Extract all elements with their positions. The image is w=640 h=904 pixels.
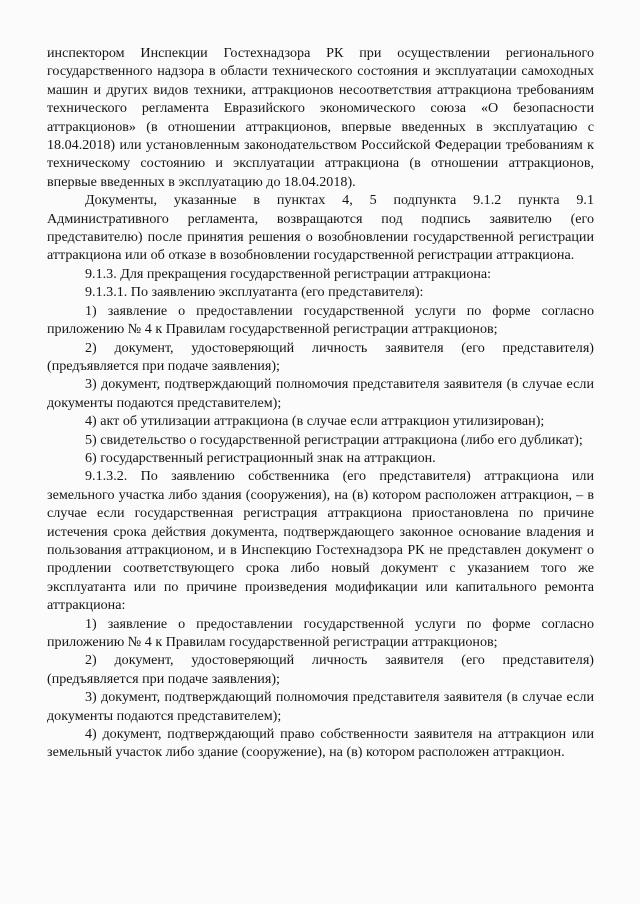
list-item-registration-certificate: 5) свидетельство о государственной регистрации аттракциона (либо его дубликат); (85, 431, 583, 448)
paragraph-section-9-1-3-2: 9.1.3.2. По заявлению собственника (его представителя) аттракциона или земельного участка либо здания (сооружения), на (в) котором расположен аттракцион, – в случае если государственная регистрация аттракциона приостановлена по причине истечения срока действия документа, подтверждающего законное основание владения и пользования аттракционом, и в Инспекцию Гостехнадзора РК не представлен документ о продлении соответствующего срока либо новый документ с указанием того же эксплуатанта или по причине произведения модификации или капитального ремонта аттракциона: (47, 468, 594, 614)
list-item-representative-authority: 3) документ, подтверждающий полномочия представителя заявителя (в случае если документы подаются представителем); (47, 376, 594, 411)
list-item-representative-authority-2: 3) документ, подтверждающий полномочия представителя заявителя (в случае если документы подаются представителем); (47, 689, 594, 724)
list-item-ownership-document: 4) документ, подтверждающий право собственности заявителя на аттракцион или земельный участок либо здание (сооружение), на (в) котором расположен аттракцион. (47, 726, 594, 761)
list-item-identity-document-2: 2) документ, удостоверяющий личность заявителя (его представителя) (предъявляется при подаче заявления); (47, 652, 594, 687)
list-item-registration-plate: 6) государственный регистрационный знак на аттракцион. (85, 449, 436, 466)
list-item-application-form: 1) заявление о предоставлении государственной услуги по форме согласно приложению № 4 к Правилам государственной регистрации аттракционов; (47, 302, 594, 338)
list-item-application-form-2: 1) заявление о предоставлении государственной услуги по форме согласно приложению № 4 к Правилам государственной регистрации аттракционов; (47, 615, 594, 650)
paragraph-documents-returned: Документы, указанные в пунктах 4, 5 подпункта 9.1.2 пункта 9.1 Административного регламента, возвращаются под подпись заявителю (его представителю) после принятия решения о возобновлении государственной регистрации аттракциона или об отказе в возобновлении государственной регистрации аттракциона. (47, 192, 594, 264)
document-body (47, 44, 594, 762)
paragraph-inspector-continuation: инспектором Инспекции Гостехнадзора РК при осуществлении регионального государственного надзора в области технического состояния и эксплуатации самоходных машин и других видов техники, аттракционов несоответствия аттракциона требованиям технического регламента Евразийского экономического союза «О безопасности аттракционов» (в отношении аттракционов, впервые введенных в эксплуатацию с 18.04.2018) или установленным законодательством Российской Федерации требованиям к техническому состоянию и эксплуатации аттракциона (в отношении аттракционов, впервые введенных в эксплуатацию до 18.04.2018). (47, 45, 594, 190)
paragraph-section-9-1-3: 9.1.3. Для прекращения государственной регистрации аттракциона: (85, 265, 492, 282)
list-item-identity-document: 2) документ, удостоверяющий личность заявителя (его представителя) (предъявляется при подаче заявления); (47, 339, 594, 374)
list-item-disposal-act: 4) акт об утилизации аттракциона (в случае если аттракцион утилизирован); (85, 413, 545, 430)
paragraph-section-9-1-3-1: 9.1.3.1. По заявлению эксплуатанта (его представителя): (85, 284, 424, 301)
